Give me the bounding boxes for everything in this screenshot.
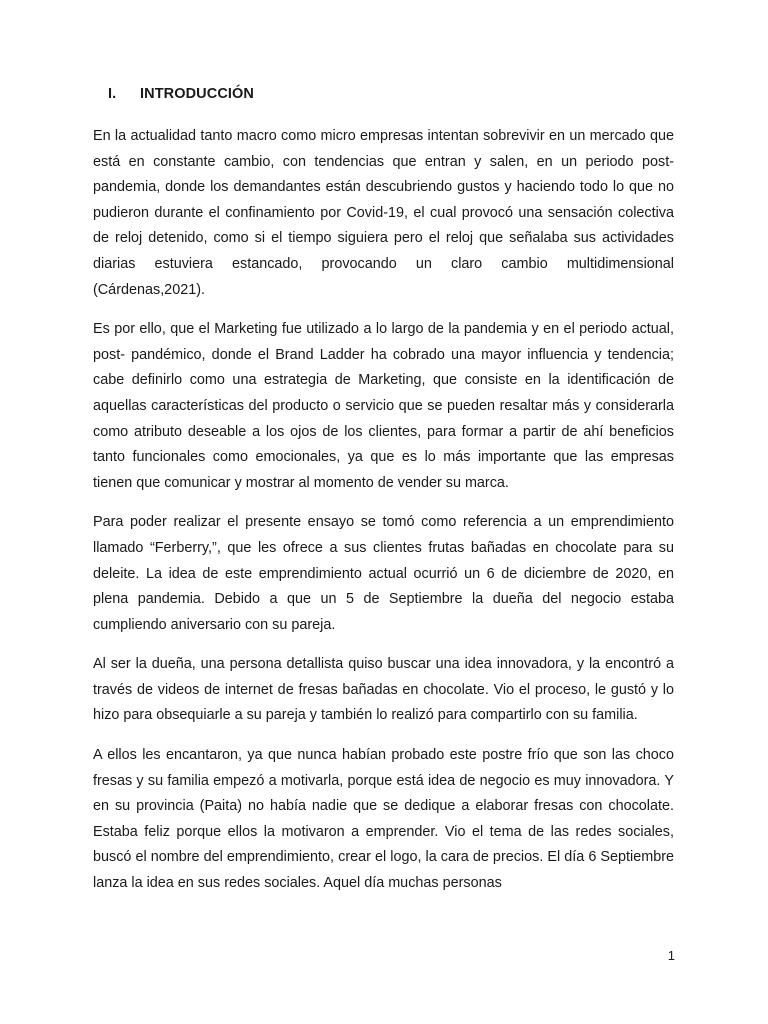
paragraph: En la actualidad tanto macro como micro empresas intentan sobrevivir en un mercado que está en constante cambio, con tendencias que entran y salen, en un periodo post-pandemia, donde los demandantes están descubriendo gustos y haciendo todo lo que no pudieron durante el confinamiento por Covid-19, el cual provocó una sensación colectiva de reloj detenido, como si el tiempo siguiera pero el reloj que señalaba sus actividades diarias estuviera estancado, provocando un claro cambio multidimensional (Cárdenas,2021). (93, 128, 674, 298)
section-title: INTRODUCCIÓN (140, 86, 254, 102)
section-heading (108, 86, 254, 102)
paragraph: A ellos les encantaron, ya que nunca habían probado este postre frío que son las choco fresas y su familia empezó a motivarla, porque está idea de negocio es muy innovadora. Y en su provincia (Paita) no había nadie que se dedique a elaborar fresas con chocolate. Estaba feliz porque ellos la motivaron a emprender. Vio el tema de las redes sociales, buscó el nombre del emprendimiento, crear el logo, la cara de precios. El día 6 Septiembre lanza la idea en sus redes sociales. Aquel día muchas personas (93, 747, 674, 892)
page-number: 1 (667, 948, 675, 963)
paragraph: Al ser la dueña, una persona detallista quiso buscar una idea innovadora, y la encontró a través de videos de internet de fresas bañadas en chocolate. Vio el proceso, le gustó y lo hizo para obsequiarle a su pareja y también lo realizó para compartirlo con su familia. (93, 656, 674, 724)
section-number: I. (108, 86, 117, 102)
paragraph: Es por ello, que el Marketing fue utilizado a lo largo de la pandemia y en el periodo actual, post- pandémico, donde el Brand Ladder ha cobrado una mayor influencia y tendencia; cabe definirlo como una estrategia de Marketing, que consiste en la identificación de aquellas características del producto o servicio que se pueden resaltar más y considerarla como atributo deseable a los ojos de los clientes, para formar a partir de ahí beneficios tanto funcionales como emocionales, ya que es lo más importante que las empresas tienen que comunicar y mostrar al momento de vender su marca. (93, 321, 674, 491)
paragraph: Para poder realizar el presente ensayo se tomó como referencia a un emprendimiento llamado “Ferberry,”, que les ofrece a sus clientes frutas bañadas en chocolate para su deleite. La idea de este emprendimiento actual ocurrió un 6 de diciembre de 2020, en plena pandemia. Debido a que un 5 de Septiembre la dueña del negocio estaba cumpliendo aniversario con su pareja. (93, 514, 674, 633)
body-text (93, 124, 674, 911)
